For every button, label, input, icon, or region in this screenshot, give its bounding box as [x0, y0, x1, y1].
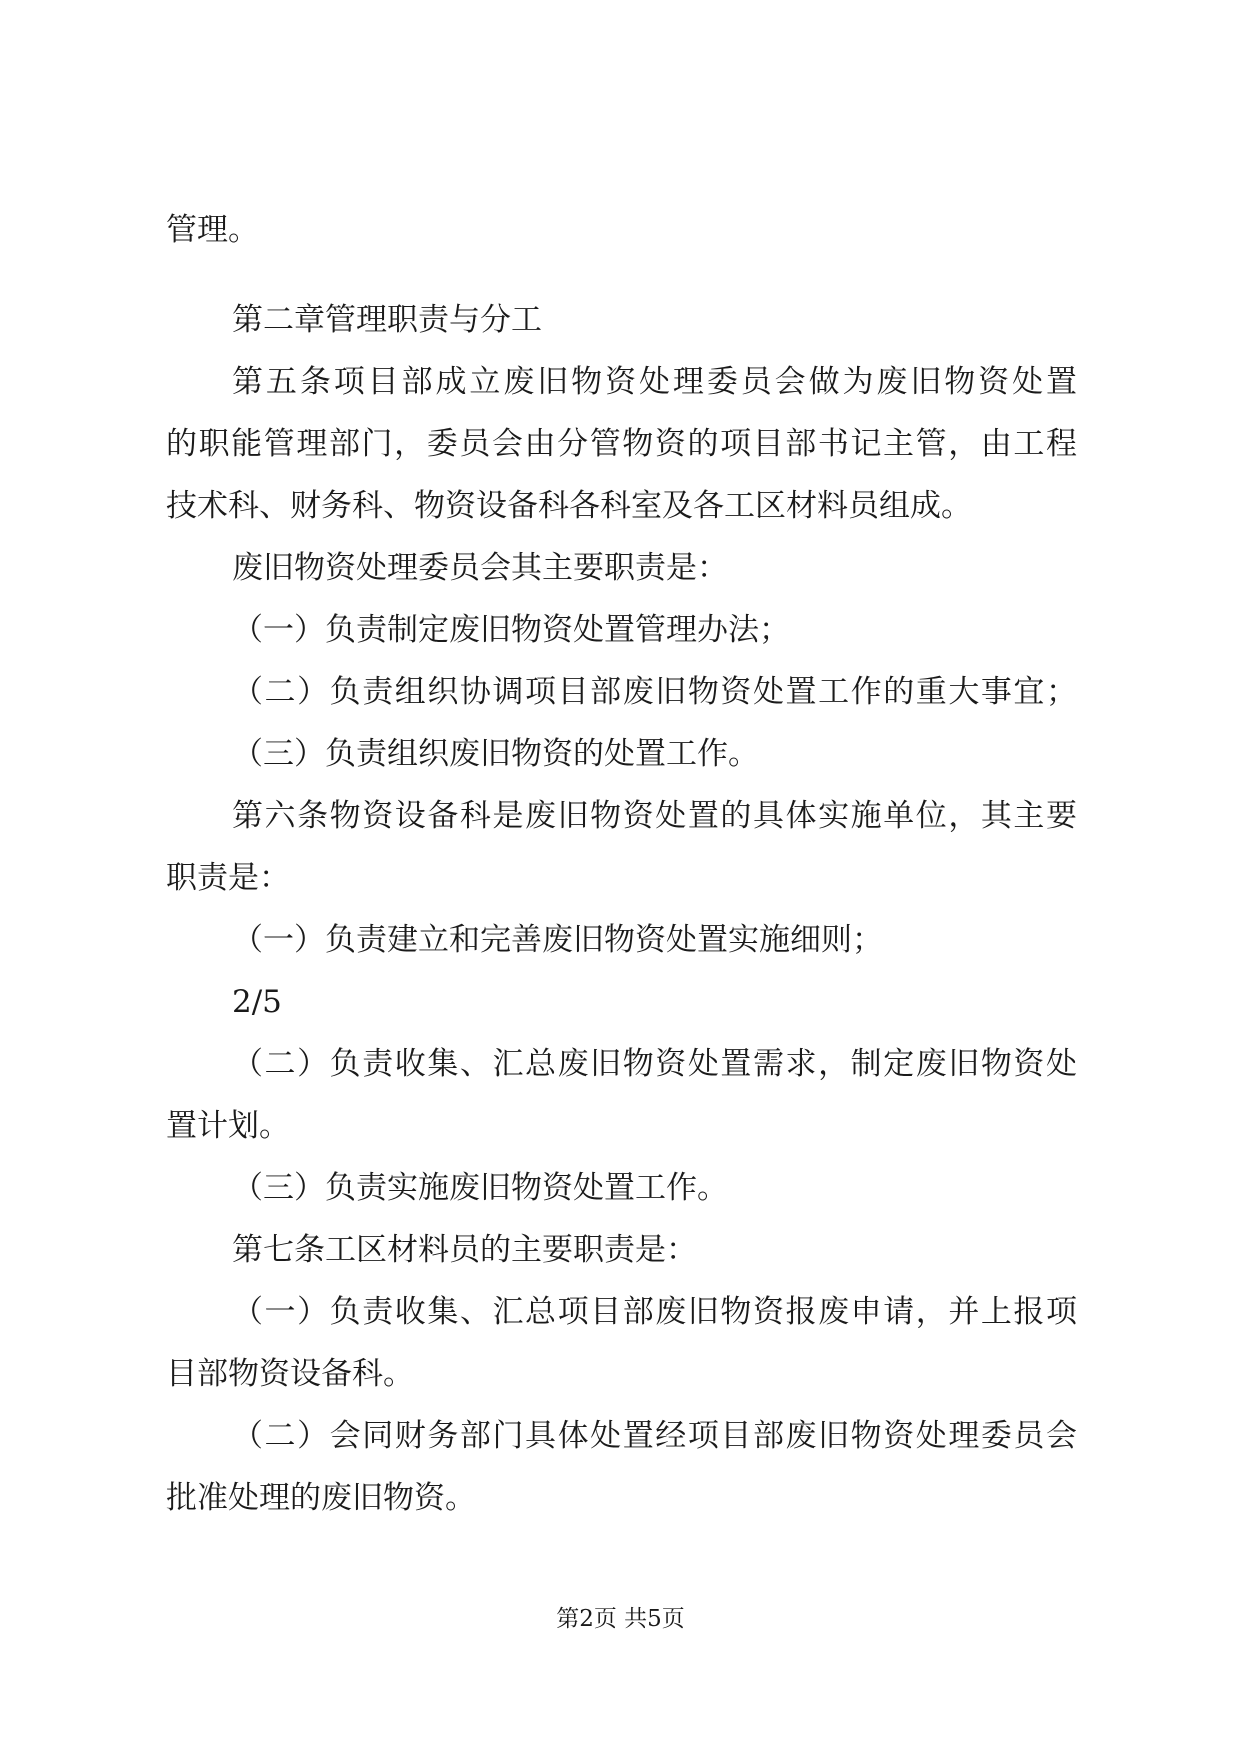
list-item: （三）负责组织废旧物资的处置工作。 — [232, 736, 759, 772]
list-item: （一）负责收集、汇总项目部废旧物资报废申请，并上报项 — [232, 1294, 1077, 1330]
page-footer: 第2页 共5页 — [556, 1606, 685, 1632]
paragraph-line: 批准处理的废旧物资。 — [166, 1480, 476, 1516]
paragraph-line: 的职能管理部门，委员会由分管物资的项目部书记主管，由工程 — [166, 426, 1077, 462]
list-item: （二）负责组织协调项目部废旧物资处置工作的重大事宜； — [232, 674, 1077, 710]
paragraph-line: 职责是： — [166, 860, 290, 896]
list-item: （一）负责制定废旧物资处置管理办法； — [232, 612, 790, 648]
list-item: （二）会同财务部门具体处置经项目部废旧物资处理委员会 — [232, 1418, 1077, 1454]
list-item: （一）负责建立和完善废旧物资处置实施细则； — [232, 922, 883, 958]
chapter-heading: 第二章管理职责与分工 — [232, 302, 542, 338]
paragraph-line: 废旧物资处理委员会其主要职责是： — [232, 550, 728, 586]
list-item: （三）负责实施废旧物资处置工作。 — [232, 1170, 728, 1206]
paragraph-line: 第五条项目部成立废旧物资处理委员会做为废旧物资处置 — [232, 364, 1077, 400]
paragraph-line: 第六条物资设备科是废旧物资处置的具体实施单位，其主要 — [232, 798, 1077, 834]
paragraph-line: 目部物资设备科。 — [166, 1356, 414, 1392]
paragraph-line: 第七条工区材料员的主要职责是： — [232, 1232, 697, 1268]
paragraph-line: 置计划。 — [166, 1108, 290, 1144]
list-item: （二）负责收集、汇总废旧物资处置需求，制定废旧物资处 — [232, 1046, 1077, 1082]
paragraph-line: 技术科、财务科、物资设备科各科室及各工区材料员组成。 — [166, 488, 972, 524]
paragraph-line: 管理。 — [166, 212, 259, 248]
page-marker: 2/5 — [232, 984, 282, 1020]
